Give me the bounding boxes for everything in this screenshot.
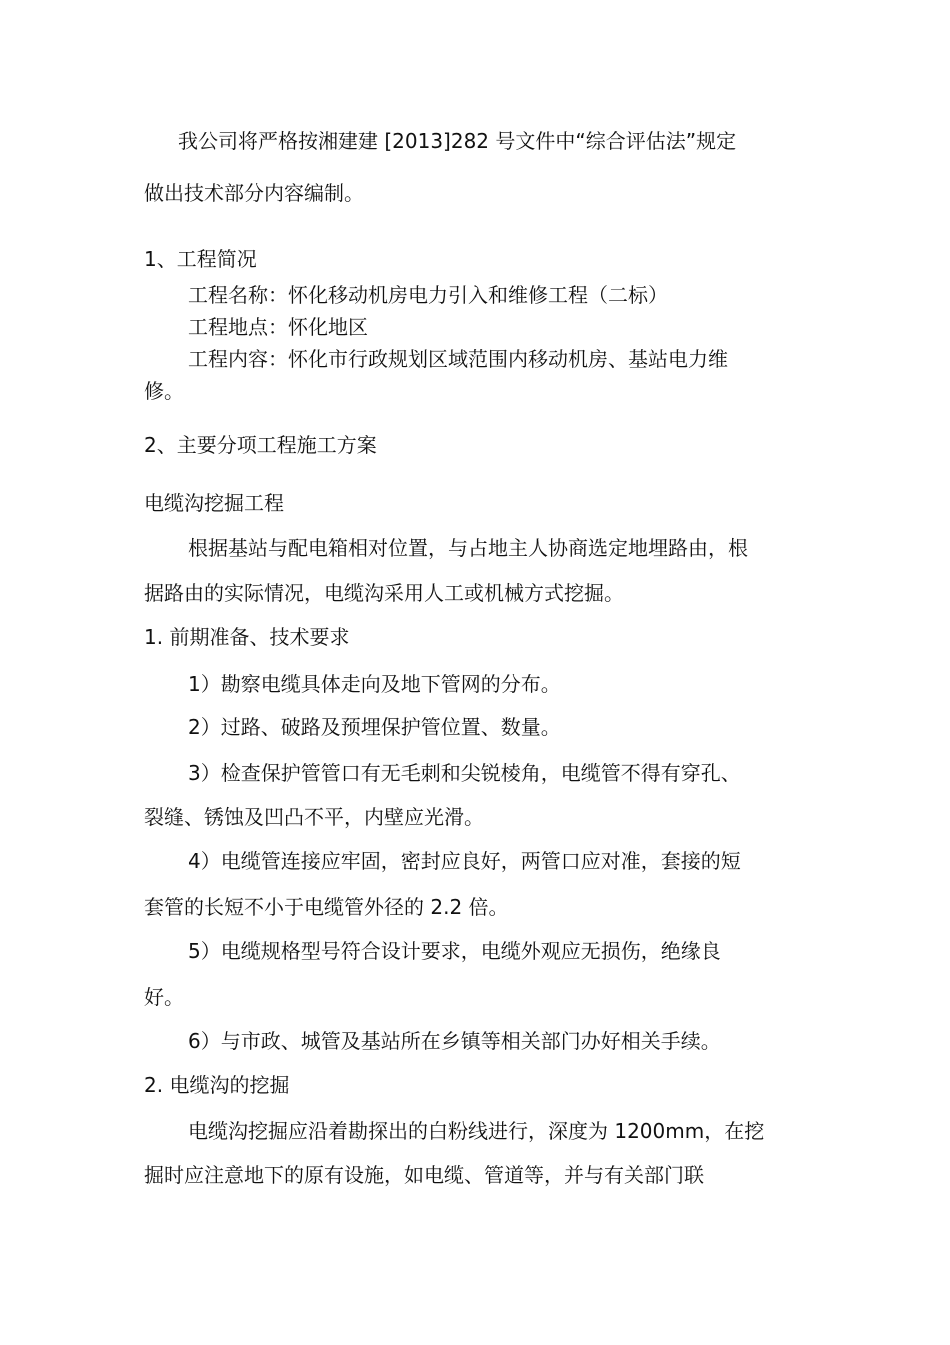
requirement-item-3-line-2: 裂缝、锈蚀及凹凸不平，内壁应光滑。 [144,805,484,829]
requirement-item-3-line-1: 3）检查保护管管口有无毛刺和尖锐棱角，电缆管不得有穿孔、 [188,761,741,785]
heading-preparation-requirements: 1. 前期准备、技术要求 [144,625,350,649]
paragraph-intro-line-1: 我公司将严格按湘建建 [2013]282 号文件中“综合评估法”规定 [178,129,737,153]
excavation-paragraph-line-2: 掘时应注意地下的原有设施，如电缆、管道等，并与有关部门联 [144,1163,704,1187]
project-content-line-2: 修。 [144,379,184,403]
requirement-item-5-line-1: 5）电缆规格型号符合设计要求，电缆外观应无损伤，绝缘良 [188,939,721,963]
section-heading-project-overview: 1、工程简况 [144,247,257,271]
requirement-item-1: 1）勘察电缆具体走向及地下管网的分布。 [188,672,561,696]
requirement-item-6: 6）与市政、城管及基站所在乡镇等相关部门办好相关手续。 [188,1029,721,1053]
heading-trench-excavation: 2. 电缆沟的挖掘 [144,1073,290,1097]
requirement-item-2: 2）过路、破路及预埋保护管位置、数量。 [188,715,561,739]
excavation-paragraph-line-1: 电缆沟挖掘应沿着勘探出的白粉线进行，深度为 1200mm，在挖 [188,1119,765,1143]
subheading-cable-trench: 电缆沟挖掘工程 [144,491,284,515]
routing-paragraph-line-1: 根据基站与配电箱相对位置，与占地主人协商选定地埋路由，根 [188,536,748,560]
routing-paragraph-line-2: 据路由的实际情况，电缆沟采用人工或机械方式挖掘。 [144,581,624,605]
requirement-item-4-line-1: 4）电缆管连接应牢固，密封应良好，两管口应对准，套接的短 [188,849,741,873]
project-content-line-1: 工程内容：怀化市行政规划区域范围内移动机房、基站电力维 [188,347,728,371]
paragraph-intro-line-2: 做出技术部分内容编制。 [144,181,364,205]
project-location-line: 工程地点：怀化地区 [188,315,368,339]
requirement-item-5-line-2: 好。 [144,985,184,1009]
requirement-item-4-line-2: 套管的长短不小于电缆管外径的 2.2 倍。 [144,895,509,919]
section-heading-construction-plan: 2、主要分项工程施工方案 [144,433,377,457]
project-name-line: 工程名称：怀化移动机房电力引入和维修工程（二标） [188,283,668,307]
